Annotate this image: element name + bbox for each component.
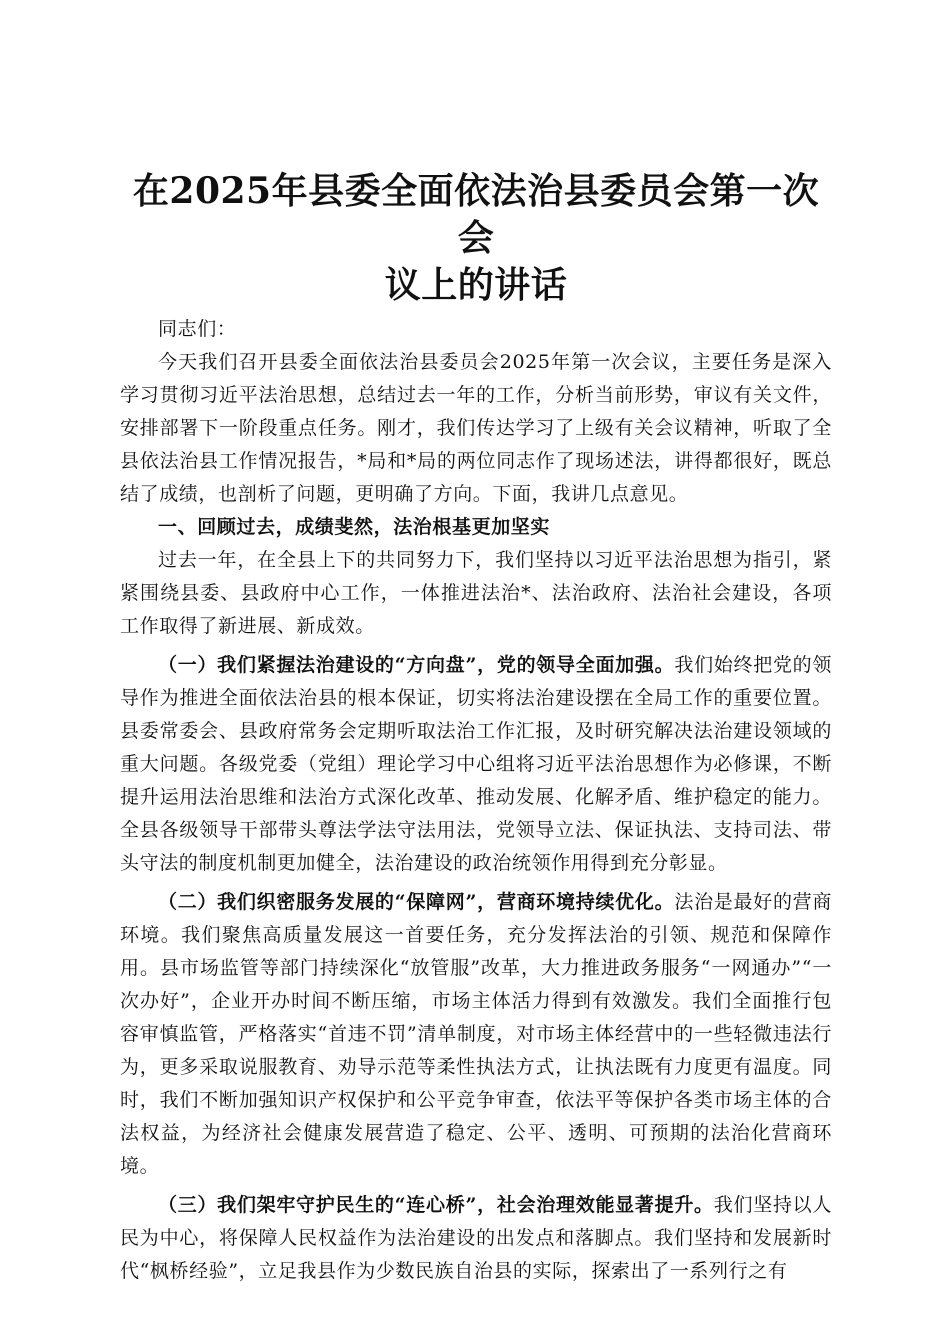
item-2-lead: （二）我们织密服务发展的“保障网”，营商环境持续优化。 [158,891,675,913]
item-3-lead: （三）我们架牢守护民生的“连心桥”，社会治理效能显著提升。 [158,1194,714,1216]
title-line-2: 议上的讲话 [384,264,568,306]
item-1-paragraph [120,649,832,880]
item-3-paragraph [120,1189,832,1288]
greeting: 同志们： [158,318,237,340]
item-2-body: 法治是最好的营商环境。我们聚焦高质量发展这一首要任务，充分发挥法治的引领、规范和保障作用。县市场监管等部门持续深化“放管服”改革，大力推进政务服务“一网通办”“一次办好”，企业开办时间不断压缩，市场主体活力得到有效激发。我们全面推行包容审慎监管，严格落实“首违不罚”清单制度，对市场主体经营中的一些轻微违法行为，更多采取说服教育、劝导示范等柔性执法方式，让执法既有力度更有温度。同时，我们不断加强知识产权保护和公平竞争审查，依法平等保护各类市场主体的合法权益，为经济社会健康发展营造了稳定、公平、透明、可预期的法治化营商环境。 [120,891,832,1177]
item-3-body: 我们坚持以人民为中心，将保障人民权益作为法治建设的出发点和落脚点。我们坚持和发展新时代“枫桥经验”，立足我县作为少数民族自治县的实际，探索出了一系列行之有 [120,1194,832,1282]
item-1-body: 我们始终把党的领导作为推进全面依法治县的根本保证，切实将法治建设摆在全局工作的重要位置。县委常委会、县政府常务会定期听取法治工作汇报，及时研究解决法治建设领域的重大问题。各级党委（党组）理论学习中心组将习近平法治思想作为必修课，不断提升运用法治思维和法治方式深化改革、推动发展、化解矛盾、维护稳定的能力。全县各级领导干部带头尊法学法守法用法，党领导立法、保证执法、支持司法、带头守法的制度机制更加健全，法治建设的政治统领作用得到充分彰显。 [120,654,832,874]
section-heading-1: 一、回顾过去，成绩斐然，法治根基更加坚实 [158,516,551,538]
document-page [120,168,832,1288]
title-line-1: 在2025年县委全面依法治县委员会第一次会 [132,170,820,259]
item-1-lead: （一）我们紧握法治建设的“方向盘”，党的领导全面加强。 [158,654,675,676]
item-2-paragraph [120,886,832,1183]
intro-paragraph: 今天我们召开县委全面依法治县委员会2025年第一次会议，主要任务是深入学习贯彻习近平法治思想，总结过去一年的工作，分析当前形势，审议有关文件，安排部署下一阶段重点任务。刚才，我们传达学习了上级有关会议精神，听取了全县依法治县工作情况报告，*局和*局的两位同志作了现场述法，讲得都很好，既总结了成绩，也剖析了问题，更明确了方向。下面，我讲几点意见。 [120,351,832,505]
section-1-intro-paragraph: 过去一年，在全县上下的共同努力下，我们坚持以习近平法治思想为指引，紧紧围绕县委、县政府中心工作，一体推进法治*、法治政府、法治社会建设，各项工作取得了新进展、新成效。 [120,549,832,637]
document-title [120,168,832,309]
